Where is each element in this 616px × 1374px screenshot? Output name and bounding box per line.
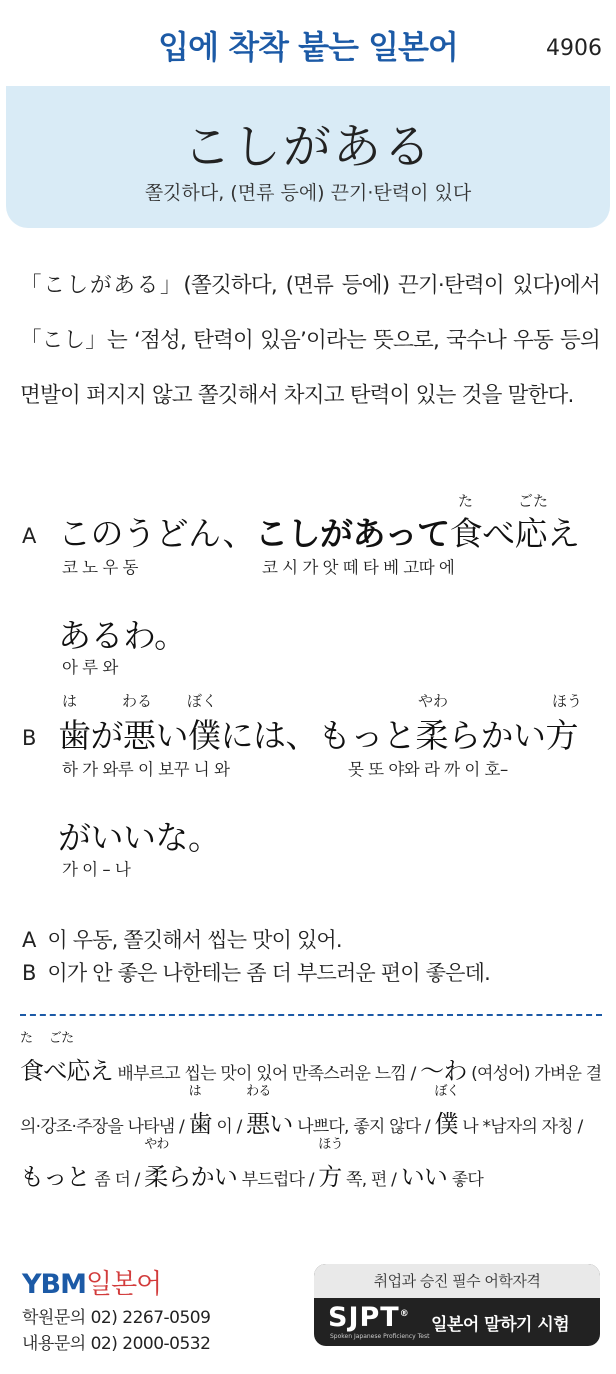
issue-number: 4906: [546, 36, 602, 61]
dialogue-a-line1: [58, 508, 580, 555]
expression-title: こしがある: [182, 119, 433, 175]
vocab-definition: 쪽, 편 /: [346, 1170, 397, 1190]
header: [0, 0, 616, 86]
vocab-definition: (여성어) 가벼운 결의·강조·주장을 나타냄 /: [20, 1064, 602, 1137]
brand-ko: 일본어: [86, 1269, 162, 1300]
translation-text: 이 우동, 쫄깃해서 씹는 맛이 있어.: [47, 928, 342, 952]
pronunciation: 아 루 와: [62, 658, 118, 677]
ruby: た ごた: [20, 1031, 74, 1046]
vocabulary-list: [20, 1031, 604, 1205]
ruby: た: [458, 492, 474, 510]
vocab-word: 〜わ: [420, 1057, 467, 1085]
jp-text: このうどん、: [58, 514, 255, 553]
translation-text: 이가 안 좋은 나한테는 좀 더 부드러운 편이 좋은데.: [47, 961, 490, 985]
dialogue-b-line1: 歯が悪い僕には、もっと柔らかい方: [58, 716, 578, 755]
speaker-a-label: A: [22, 928, 36, 952]
vocab-definition: 나쁘다, 좋지 않다 /: [297, 1117, 430, 1137]
ruby: わる: [246, 1084, 271, 1099]
ruby: ぼく: [434, 1084, 459, 1099]
speaker-a-label: A: [22, 524, 37, 548]
speaker-b-label: B: [22, 961, 36, 985]
series-title: 입에 착착 붙는 일본어: [158, 28, 458, 66]
hero-banner: [6, 86, 610, 228]
vocab-word: もっと: [20, 1163, 90, 1191]
vocab-word: た ごた 食べ応え: [20, 1031, 113, 1085]
pronunciation: 가 이 – 나: [62, 860, 131, 879]
ruby: ほう: [552, 692, 583, 710]
ruby: やわ: [418, 692, 449, 710]
ruby: ほう: [318, 1137, 343, 1152]
vocab-definition: 좀 더 /: [94, 1170, 140, 1190]
translation-b: [22, 957, 602, 990]
key-expression: こしがあって: [254, 514, 450, 553]
ruby: わる: [122, 692, 153, 710]
sjpt-tagline: 취업과 승진 필수 어학자격: [314, 1264, 600, 1298]
vocab-word: ほう 方: [318, 1137, 343, 1191]
dialogue-a-line2: あるわ。: [58, 616, 187, 655]
pronunciation: 하 가 와루 이 보꾸 니 와: [62, 760, 230, 779]
jp-text: 食べ応え: [449, 514, 580, 553]
vocab-word: いい: [400, 1163, 448, 1191]
expression-meaning: 쫄깃하다, (면류 등에) 끈기·탄력이 있다: [144, 182, 472, 204]
sjpt-logo: SJPT®: [328, 1302, 410, 1333]
vocab-word: ぼく 僕: [434, 1084, 459, 1138]
vocab-definition: 이 /: [216, 1117, 242, 1137]
ruby: ぼく: [187, 692, 218, 710]
sjpt-banner: [314, 1264, 600, 1346]
speaker-b-label: B: [22, 726, 37, 750]
ruby: は: [188, 1084, 201, 1099]
brand-en: YBM: [22, 1269, 86, 1300]
vocab-word: わる 悪い: [246, 1084, 293, 1138]
pronunciation: 코 노 우 동: [62, 558, 138, 577]
vocab-definition: 나 *남자의 자칭 /: [462, 1117, 583, 1137]
sjpt-label: 일본어 말하기 시험: [431, 1315, 570, 1335]
vocab-definition: 좋다: [451, 1170, 483, 1190]
explanation-paragraph: 「こしがある」(쫄깃하다, (면류 등에) 끈기·탄력이 있다)에서 「こし」는 ‘점성, 탄력이 있음’이라는 뜻으로, 국수나 우동 등의 면발이 퍼지지 않고 쫄깃해서 차지고 탄력이 있는 것을 말한다.: [20, 273, 600, 408]
pronunciation: 못 또 야와 라 까 이 호–: [348, 760, 508, 779]
vocab-definition: 부드럽다 /: [241, 1170, 314, 1190]
dashed-divider: [20, 1014, 602, 1016]
vocab-word: は 歯: [188, 1084, 212, 1138]
ruby: は: [62, 692, 78, 710]
pronunciation: 코 시 가 앗 떼 타 베 고따 에: [262, 558, 455, 577]
dialogue-b-line2: がいいな。: [58, 818, 221, 857]
ybm-logo: [22, 1262, 161, 1301]
contact-academy: 학원문의 02) 2267-0509: [22, 1308, 211, 1328]
ruby: ごた: [518, 492, 549, 510]
sjpt-logo-subtitle: Spoken Japanese Proficiency Test: [330, 1333, 430, 1340]
translation-a: [22, 924, 602, 957]
contact-content: 내용문의 02) 2000-0532: [22, 1334, 211, 1354]
vocab-word: やわ 柔らかい: [144, 1137, 238, 1191]
ruby: やわ: [144, 1137, 169, 1152]
vocab-definition: 배부르고 씹는 맛이 있어 만족스러운 느낌 /: [117, 1064, 416, 1084]
